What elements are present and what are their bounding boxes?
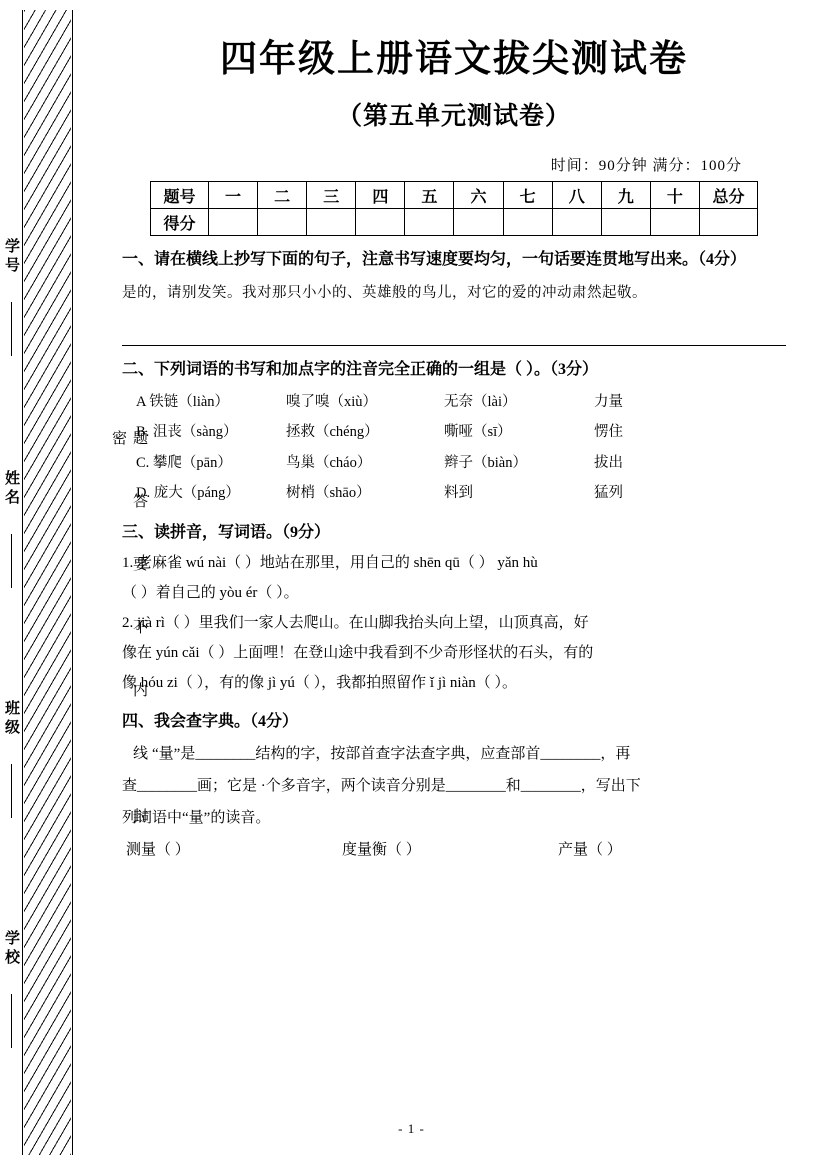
question-3-line-4[interactable]: 像在 yún cǎi（ ）上面哩！在登山途中我看到不少奇形怪状的石头，有的 <box>122 645 594 662</box>
list-item[interactable] <box>122 448 786 478</box>
question-3 <box>122 518 786 698</box>
question-1-sample-sentence: 是的，请别发笑。我对那只小小的、英雄般的鸟儿，对它的爱的冲动肃然起敬。 <box>122 285 647 302</box>
field-school-underline <box>11 994 12 1048</box>
score-cell-1[interactable] <box>209 209 258 236</box>
score-cell-5[interactable] <box>405 209 454 236</box>
list-item[interactable] <box>122 387 786 417</box>
field-student-id <box>0 238 22 362</box>
field-class-label: 班级 <box>3 700 19 738</box>
page-title: 四年级上册语文拔尖测试卷 <box>220 39 688 80</box>
score-table-points-label: 得分 <box>151 209 209 236</box>
field-class <box>0 700 22 824</box>
question-3-line-2[interactable]: （ ）着自己的 yòu ér（ ）。 <box>122 585 299 602</box>
binding-line-left <box>22 10 23 1155</box>
binding-line-right <box>72 10 73 1155</box>
score-cell-2[interactable] <box>258 209 307 236</box>
score-col-total: 总分 <box>700 182 758 209</box>
question-1-answer-line[interactable] <box>122 316 786 346</box>
score-col-7: 七 <box>503 182 552 209</box>
question-4-items <box>122 834 786 867</box>
field-school-label: 学校 <box>3 930 19 968</box>
option-b-word-4: 愣住 <box>594 424 623 441</box>
binding-hatch-pattern <box>24 10 71 1155</box>
option-b-word-3: 嘶哑（sī） <box>444 424 512 441</box>
field-name <box>0 470 22 594</box>
field-student-id-label: 学号 <box>3 238 19 276</box>
question-3-line-5[interactable]: 像 hóu zi（ ），有的像 jì yú（ ），我都拍照留作 ǐ jì niàn（ ）。 <box>122 675 517 692</box>
field-student-id-underline <box>11 302 12 356</box>
list-item[interactable] <box>122 417 786 447</box>
question-4-prompt: 四、我会查字典。（4分） <box>122 713 299 731</box>
score-table-row-label: 题号 <box>151 182 209 209</box>
score-table <box>150 181 758 236</box>
option-a-word-2: 嗅了嗅（xiù） <box>286 394 378 411</box>
score-col-5: 五 <box>405 182 454 209</box>
option-c-word-4: 拔出 <box>594 454 623 471</box>
question-4-item-2[interactable]: 度量衡（ ） <box>342 842 421 859</box>
score-col-1: 一 <box>209 182 258 209</box>
question-1 <box>122 245 786 346</box>
page-number: - 1 - <box>398 1121 425 1136</box>
option-d-word-4: 猛列 <box>594 485 623 502</box>
field-name-underline <box>11 534 12 588</box>
score-cell-total[interactable] <box>700 209 758 236</box>
question-4-item-1[interactable]: 测量（ ） <box>126 842 190 859</box>
score-col-3: 三 <box>307 182 356 209</box>
question-4 <box>122 707 786 867</box>
score-col-8: 八 <box>552 182 601 209</box>
list-item[interactable] <box>122 478 786 508</box>
field-class-underline <box>11 764 12 818</box>
score-cell-4[interactable] <box>356 209 405 236</box>
score-col-4: 四 <box>356 182 405 209</box>
option-d-word-3: 料到 <box>444 485 473 502</box>
score-cell-3[interactable] <box>307 209 356 236</box>
question-1-prompt: 一、请在横线上抄写下面的句子，注意书写速度要均匀，一句话要连贯地写出来。（4分） <box>122 251 747 268</box>
score-col-2: 二 <box>258 182 307 209</box>
question-3-prompt: 三、读拼音，写词语。（9分） <box>122 523 331 541</box>
score-cell-10[interactable] <box>650 209 699 236</box>
question-3-line-1[interactable]: 1. 老麻雀 wú nài（ ）地站在那里，用自己的 shēn qū（ ） yǎn hù <box>122 555 538 572</box>
question-2 <box>122 355 786 509</box>
option-c-word-2: 鸟巢（cháo） <box>286 454 372 471</box>
question-4-item-3[interactable]: 产量（ ） <box>558 842 622 859</box>
option-b-word-1: B. 沮丧（sàng） <box>136 424 238 441</box>
score-cell-6[interactable] <box>454 209 503 236</box>
table-row <box>151 182 758 209</box>
score-cell-7[interactable] <box>503 209 552 236</box>
option-a-word-4: 力量 <box>594 394 623 411</box>
field-school <box>0 930 22 1054</box>
question-4-line-2[interactable]: 查________画；它是 ·个多音字，两个读音分别是________和________，写出下 <box>122 777 641 794</box>
exam-sheet <box>108 0 808 867</box>
option-c-word-1: C. 攀爬（pān） <box>136 454 232 471</box>
exam-meta: 时间：90分钟 满分：100分 <box>550 158 742 174</box>
question-2-options <box>122 387 786 509</box>
page-subtitle: （第五单元测试卷） <box>336 103 571 130</box>
question-4-line-1[interactable]: “量”是________结构的字，按部首查字法查字典，应查部首________，再 <box>152 745 631 762</box>
option-d-word-2: 树梢（shāo） <box>286 485 371 502</box>
question-3-line-3[interactable]: 2. jià rì（ ）里我们一家人去爬山。在山脚我抬头向上望，山顶真高，好 <box>122 615 589 632</box>
question-4-line-3: 列词语中“量”的读音。 <box>122 810 271 827</box>
seal-line-notice: 题 答 要 不 内 线 封 密 <box>110 430 147 839</box>
score-cell-9[interactable] <box>601 209 650 236</box>
option-a-word-1: A 铁链（liàn） <box>136 394 230 411</box>
option-a-word-3: 无奈（lài） <box>444 394 517 411</box>
table-row <box>151 209 758 236</box>
field-name-label: 姓名 <box>3 470 19 508</box>
option-b-word-2: 拯救（chéng） <box>286 424 379 441</box>
score-col-10: 十 <box>650 182 699 209</box>
option-c-word-3: 辫子（biàn） <box>444 454 527 471</box>
score-col-6: 六 <box>454 182 503 209</box>
question-2-prompt: 二、下列词语的书写和加点字的注音完全正确的一组是（ ）。（3分） <box>122 360 599 378</box>
option-d-word-1: D. 庞大（páng） <box>136 485 240 502</box>
score-col-9: 九 <box>601 182 650 209</box>
score-cell-8[interactable] <box>552 209 601 236</box>
